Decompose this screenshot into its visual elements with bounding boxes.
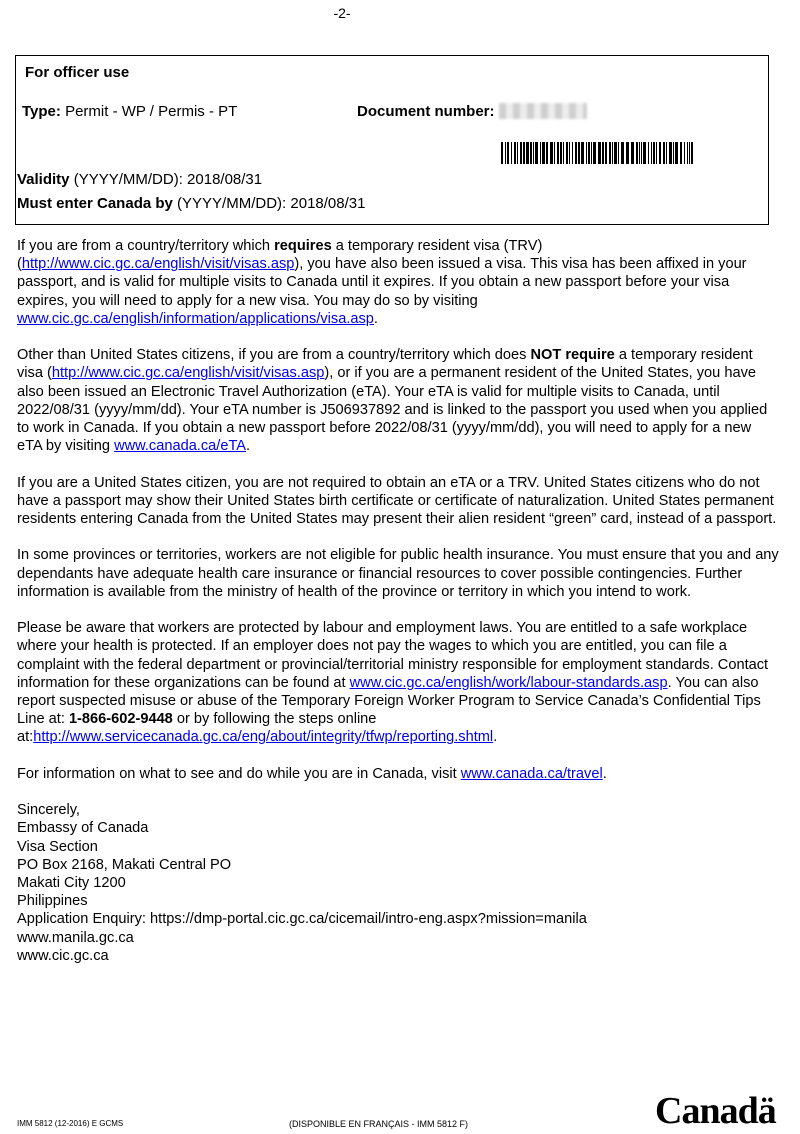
- validity-format: (YYYY/MM/DD):: [73, 171, 183, 188]
- text: .: [373, 310, 378, 327]
- validity-date: 2018/08/31: [187, 171, 263, 188]
- redacted-document-number: [499, 103, 587, 119]
- signature-block: [17, 801, 779, 965]
- barcode-bar: [609, 142, 611, 164]
- barcode-bar: [684, 142, 685, 164]
- barcode-bar: [550, 142, 553, 164]
- text: .: [493, 729, 498, 746]
- barcode-bar: [501, 142, 503, 164]
- must-enter-line: [17, 195, 365, 212]
- signature-line: Embassy of Canada: [17, 820, 149, 837]
- officer-use-box: [15, 55, 769, 225]
- letter-body: [17, 237, 779, 965]
- barcode-bar: [505, 142, 506, 164]
- document-number: [357, 103, 587, 120]
- barcode-bar: [535, 142, 538, 164]
- barcode-bar: [546, 142, 548, 164]
- text: If you are from a country/territory which: [17, 238, 275, 254]
- eta-link[interactable]: www.canada.ca/eTA: [114, 438, 247, 455]
- must-enter-label: Must enter Canada by: [17, 195, 173, 212]
- visas-link[interactable]: http://www.cic.gc.ca/english/visit/visas.asp: [21, 256, 295, 273]
- labour-standards-link[interactable]: www.cic.gc.ca/english/work/labour-standards.asp: [349, 674, 668, 691]
- validity-line: [17, 171, 262, 188]
- text: and is linked to the passport you used when you applied to work in Canada. If you obtain a new passport before: [17, 401, 768, 437]
- barcode-bar: [530, 142, 532, 164]
- barcode-bar: [651, 142, 652, 164]
- type-label: Type:: [22, 103, 61, 120]
- text: Other than United States citizens, if you are from a country/territory which does: [17, 347, 531, 364]
- barcode-bar: [598, 142, 601, 164]
- signature-line: Visa Section: [17, 838, 98, 855]
- health-insurance-paragraph: In some provinces or territories, workers are not eligible for public health insurance. You must ensure that you and any dependants have adequate health care insurance or financial resources to cover possible contingencies. Further information is available from the ministry of health of the province or territory in which you intend to work.: [17, 547, 779, 600]
- barcode-bar: [526, 142, 529, 164]
- barcode-bar: [626, 142, 629, 164]
- bold-text: NOT require: [530, 347, 615, 364]
- text: a temporary resident visa (TRV) (: [17, 238, 543, 273]
- must-enter-date: 2018/08/31: [290, 195, 366, 212]
- barcode-bar: [511, 142, 512, 164]
- barcode-bar: [659, 142, 661, 164]
- eta-paragraph: [17, 346, 779, 455]
- barcode-bar: [578, 142, 580, 164]
- barcode-bar: [691, 142, 693, 164]
- barcode-bar: [593, 142, 596, 164]
- barcode-bar: [621, 142, 624, 164]
- barcode-bar: [560, 142, 562, 164]
- barcode-bar: [581, 142, 584, 164]
- document-number-label: Document number:: [357, 103, 495, 120]
- type-value: Permit - WP / Permis - PT: [65, 103, 238, 120]
- canada-wordmark-text: Canadä: [655, 1090, 776, 1132]
- permit-type: [22, 103, 237, 120]
- signature-line: www.manila.gc.ca: [17, 929, 134, 946]
- barcode-bar: [517, 142, 518, 164]
- barcode-bar: [540, 142, 541, 164]
- text: a temporary resident visa (: [17, 347, 753, 382]
- visas-link[interactable]: http://www.cic.gc.ca/english/visit/visas.asp: [51, 365, 325, 382]
- barcode-bar: [641, 142, 642, 164]
- us-citizen-paragraph: If you are a United States citizen, you are not required to obtain an eTA or a TRV. United States citizens who do not have a passport may show their United States birth certificate or certificate of naturalization. United States permanent residents entering Canada from the United States may present their alien resident “green” card, instead of a passport.: [17, 474, 777, 528]
- barcode-bar: [575, 142, 577, 164]
- signature-line: PO Box 2168, Makati Central PO: [17, 856, 232, 873]
- barcode-image: [501, 142, 697, 164]
- page-number: -2-: [333, 5, 351, 21]
- barcode-bar: [572, 142, 573, 164]
- barcode-bar: [653, 142, 655, 164]
- eta-number: J506937892: [320, 401, 401, 418]
- text: ), you have also been issued a visa. This visa has been affixed in your passport, and is valid for multiple visits to Canada until it expires. If you obtain a new passport before your visa expires, you will need to apply for a new visa. You may do so by visiting: [17, 256, 747, 309]
- barcode-bar: [542, 142, 545, 164]
- text: For information on what to see and do while you are in Canada, visit: [17, 765, 461, 782]
- canada-wordmark-logo: [655, 1090, 780, 1132]
- barcode-bar: [554, 142, 555, 164]
- signature-line: www.cic.gc.ca: [17, 947, 109, 964]
- signature-line: Sincerely,: [17, 802, 80, 819]
- visa-application-link[interactable]: www.cic.gc.ca/english/information/applications/visa.asp: [17, 310, 374, 327]
- barcode-bar: [663, 142, 665, 164]
- barcode-bar: [569, 142, 570, 164]
- barcode-bar: [673, 142, 674, 164]
- barcode-bar: [612, 142, 613, 164]
- barcode-bar: [648, 142, 649, 164]
- barcode-bar: [514, 142, 516, 164]
- must-enter-format: (YYYY/MM/DD):: [177, 195, 287, 212]
- validity-label: Validity: [17, 171, 70, 188]
- barcode-bar: [656, 142, 657, 164]
- barcode-bar: [636, 142, 638, 164]
- barcode-bar: [563, 142, 564, 164]
- barcode-bar: [675, 142, 678, 164]
- barcode-bar: [566, 142, 568, 164]
- signature-line: Philippines: [17, 893, 88, 910]
- officer-box-title: For officer use: [25, 64, 130, 81]
- text: ), or if you are a permanent resident of the United States, you have also been issued an Electronic Travel Authorization (eTA). Your eTA is valid for multiple visits to Canada, until: [17, 365, 756, 400]
- barcode-bar: [643, 142, 646, 164]
- barcode-bar: [605, 142, 607, 164]
- text: . You can also report suspected misuse or abuse of the Temporary Foreign Worker Program to Service Canada’s Confidential Tips Line at:: [17, 674, 761, 728]
- travel-paragraph: [17, 765, 779, 783]
- reporting-link[interactable]: http://www.servicecanada.gc.ca/eng/about/integrity/tfwp/reporting.shtml: [33, 729, 494, 746]
- text: Please be aware that workers are protected by labour and employment laws. You are entitled to a safe workplace where your health is protected. If an employer does not pay the wages to which you are entitled, you can file a complaint with the federal department or provincial/territorial ministry responsible for employment standards. Contact information for these organizations can be found at: [17, 620, 769, 691]
- barcode-bar: [602, 142, 604, 164]
- barcode-bar: [669, 142, 672, 164]
- french-availability-note: (DISPONIBLE EN FRANÇAIS - IMM 5812 F): [289, 1119, 469, 1129]
- eta-valid-date: 2022/08/31: [17, 401, 91, 418]
- barcode-bar: [520, 142, 522, 164]
- text: or by following the steps online at:: [17, 711, 377, 746]
- barcode-bar: [614, 142, 617, 164]
- text: (yyyy/mm/dd). Your eTA number is: [90, 401, 321, 418]
- barcode-bar: [639, 142, 640, 164]
- travel-link[interactable]: www.canada.ca/travel: [460, 765, 603, 782]
- barcode-bar: [586, 142, 587, 164]
- barcode-bar: [533, 142, 534, 164]
- visa-paragraph: [17, 237, 779, 328]
- barcode-bar: [689, 142, 690, 164]
- text: .: [602, 765, 607, 782]
- barcode-bar: [507, 142, 509, 164]
- text: .: [246, 438, 251, 455]
- barcode-bar: [588, 142, 590, 164]
- barcode-bar: [591, 142, 592, 164]
- signature-line: Makati City 1200: [17, 875, 126, 892]
- barcode-bar: [557, 142, 559, 164]
- tips-line-number: 1-866-602-9448: [68, 711, 173, 728]
- text: (yyyy/mm/dd), you will need to apply for a new eTA by visiting: [17, 420, 752, 455]
- barcode-bar: [680, 142, 682, 164]
- bold-text: requires: [274, 238, 332, 254]
- signature-line: Application Enquiry: https://dmp-portal.cic.gc.ca/cicemail/intro-eng.aspx?mission=manila: [17, 911, 587, 928]
- barcode-bar: [631, 142, 634, 164]
- barcode-bar: [687, 142, 688, 164]
- form-code: IMM 5812 (12-2016) E GCMS: [17, 1119, 124, 1128]
- barcode-bar: [523, 142, 525, 164]
- barcode-bar: [666, 142, 667, 164]
- eta-passport-date: 2022/08/31: [374, 420, 448, 437]
- barcode-bar: [618, 142, 619, 164]
- labour-laws-paragraph: [17, 619, 779, 746]
